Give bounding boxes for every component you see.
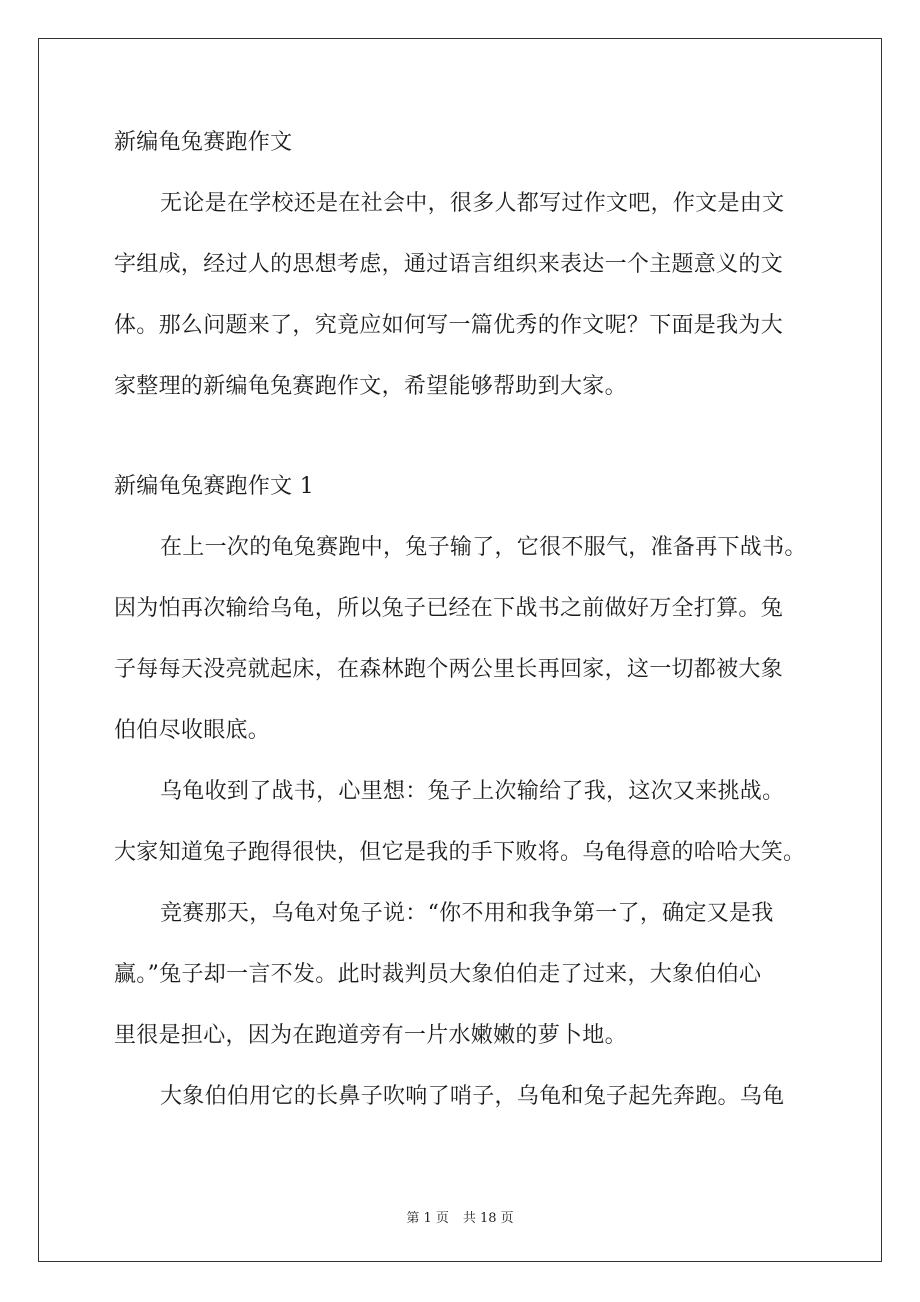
section-title: 新编龟兔赛跑作文 1 [114,474,314,499]
paragraph-1 [114,517,808,761]
document-title: 新编龟兔赛跑作文 [114,130,293,155]
text-line: 体。那么问题来了，究竟应如何写一篇优秀的作文呢？下面是我为大 [114,313,784,338]
text-line: 子每每天没亮就起床，在森林跑个两公里长再回家，这一切都被大象 [114,657,784,682]
document-body [114,112,808,1127]
text-line: 伯伯尽收眼底。 [114,718,271,743]
text-line: 家整理的新编龟兔赛跑作文，希望能够帮助到大家。 [114,374,627,399]
text-line: 大象伯伯用它的长鼻子吹响了哨子，乌龟和兔子起先奔跑。乌龟 [160,1084,785,1109]
text-line: 里很是担心，因为在跑道旁有一片水嫩嫩的萝卜地。 [114,1023,627,1048]
text-line: 大家知道兔子跑得很快，但它是我的手下败将。乌龟得意的哈哈大笑。 [114,840,806,865]
paragraph-3 [114,883,808,1066]
text-line: 无论是在学校还是在社会中，很多人都写过作文吧，作文是由文 [160,191,785,216]
page-footer [0,1207,920,1226]
text-line: 竞赛那天，乌龟对兔子说：“你不用和我争第一了，确定又是我 [160,901,774,926]
paragraph-2 [114,761,808,883]
page-total: 共 18 页 [462,1211,514,1226]
text-line: 因为怕再次输给乌龟，所以兔子已经在下战书之前做好万全打算。兔 [114,596,784,621]
text-line: 乌龟收到了战书，心里想：兔子上次输给了我，这次又来挑战。 [160,779,785,804]
paragraph-4 [114,1066,808,1127]
text-line: 赢。”兔子却一言不发。此时裁判员大象伯伯走了过来，大象伯伯心 [114,962,762,987]
text-line: 字组成，经过人的思想考虑，通过语言组织来表达一个主题意义的文 [114,252,784,277]
section-spacer [114,417,808,456]
intro-paragraph [114,173,808,417]
page-number: 第 1 页 [406,1211,449,1226]
text-line: 在上一次的龟兔赛跑中，兔子输了，它很不服气，准备再下战书。 [160,535,807,560]
